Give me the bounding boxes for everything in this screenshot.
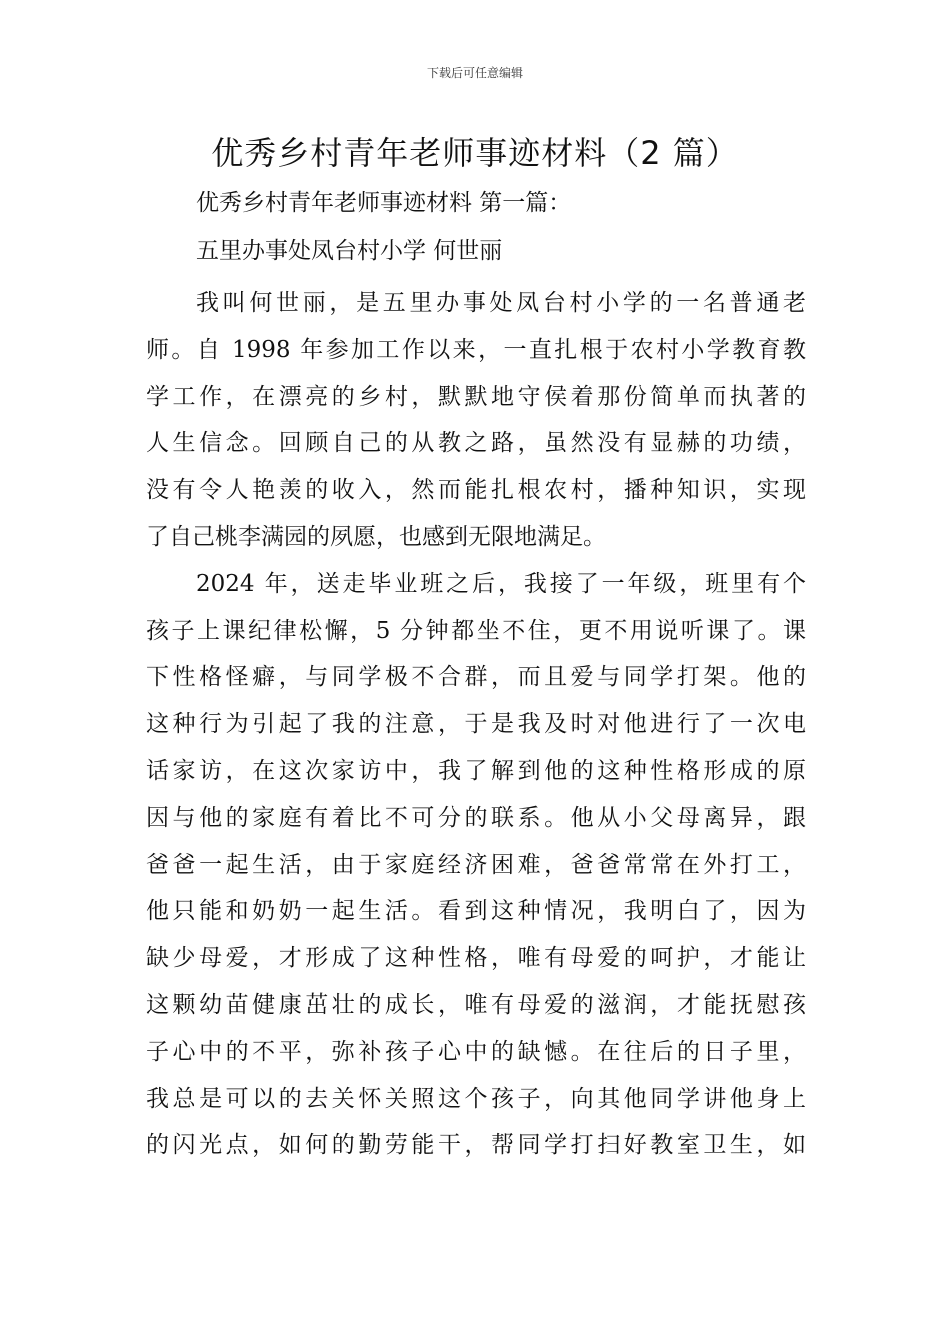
text-line: 了自己桃李满园的夙愿，也感到无限地满足。 <box>146 523 606 550</box>
text-line: 这颗幼苗健康茁壮的成长，唯有母爱的滋润，才能抚慰孩 <box>146 991 806 1018</box>
section-subtitle: 优秀乡村青年老师事迹材料 第一篇： <box>196 190 572 216</box>
text-line: 子心中的不平，弥补孩子心中的缺憾。在往后的日子里， <box>146 1038 806 1065</box>
header-note: 下载后可任意编辑 <box>426 66 523 80</box>
text-line: 2024 年，送走毕业班之后，我接了一年级，班里有个 <box>196 570 806 597</box>
text-line: 学工作，在漂亮的乡村，默默地守侯着那份简单而执著的 <box>146 383 806 410</box>
text-line: 我叫何世丽，是五里办事处凤台村小学的一名普通老 <box>196 290 806 316</box>
text-line: 因与他的家庭有着比不可分的联系。他从小父母离异，跟 <box>146 804 806 831</box>
text-line: 下性格怪癖，与同学极不合群，而且爱与同学打架。他的 <box>146 664 806 691</box>
text-line: 这种行为引起了我的注意，于是我及时对他进行了一次电 <box>146 711 806 738</box>
text-line: 师。自 1998 年参加工作以来，一直扎根于农村小学教育教 <box>146 336 806 363</box>
text-line: 没有令人艳羡的收入，然而能扎根农村，播种知识，实现 <box>146 477 806 504</box>
document-title: 优秀乡村青年老师事迹材料（2 篇） <box>211 134 739 172</box>
paragraph-1 <box>146 280 806 561</box>
text-line: 缺少母爱，才形成了这种性格，唯有母爱的呵护，才能让 <box>146 945 806 972</box>
body-text <box>146 280 806 1169</box>
author-line: 五里办事处凤台村小学 何世丽 <box>196 238 503 264</box>
text-line: 他只能和奶奶一起生活。看到这种情况，我明白了，因为 <box>146 898 806 925</box>
text-line: 我总是可以的去关怀关照这个孩子，向其他同学讲他身上 <box>146 1085 806 1112</box>
text-line: 爸爸一起生活，由于家庭经济困难，爸爸常常在外打工， <box>146 851 806 878</box>
text-line: 的闪光点，如何的勤劳能干，帮同学打扫好教室卫生，如 <box>146 1132 806 1159</box>
text-line: 孩子上课纪律松懈，5 分钟都坐不住，更不用说听课了。课 <box>146 617 806 644</box>
paragraph-2 <box>146 561 806 1169</box>
text-line: 话家访，在这次家访中，我了解到他的这种性格形成的原 <box>146 757 806 784</box>
text-line: 人生信念。回顾自己的从教之路，虽然没有显赫的功绩， <box>146 430 806 457</box>
